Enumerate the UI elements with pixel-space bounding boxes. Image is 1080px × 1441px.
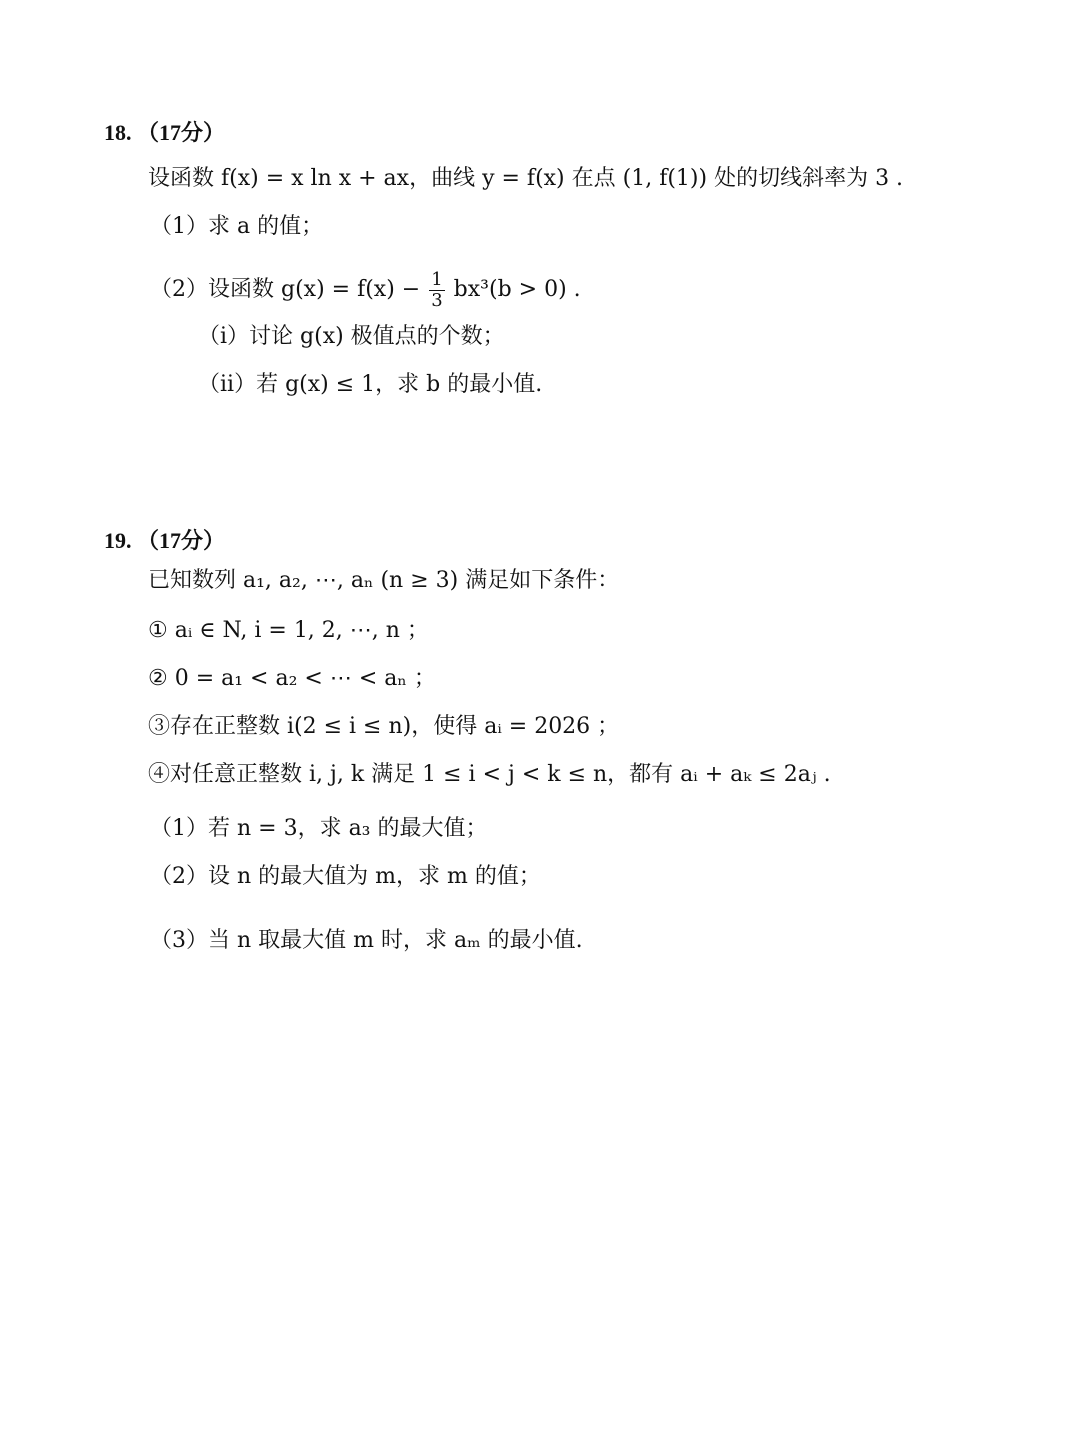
q18-part2-fraction <box>429 270 444 311</box>
q18-header: 18. （17分） <box>104 120 226 145</box>
q18-part2-i: （i）讨论 g(x) 极值点的个数； <box>198 324 505 349</box>
q19-stem: 已知数列 a₁, a₂, ⋯, aₙ (n ≥ 3) 满足如下条件： <box>148 568 620 593</box>
q18-part2-text: （2）设函数 g(x) = f(x) − <box>150 277 421 302</box>
q18-stem: 设函数 f(x) = x ln x + ax，曲线 y = f(x) 在点 (1, f(1)) 处的切线斜率为 3 . <box>148 166 904 191</box>
fraction-numerator: 1 <box>431 268 443 290</box>
q19-part3: （3）当 n 取最大值 m 时，求 aₘ 的最小值. <box>150 928 583 953</box>
q19-part2: （2）设 n 的最大值为 m，求 m 的值； <box>150 864 541 889</box>
q19-header: 19. （17分） <box>104 528 226 553</box>
q19-condition-3: ③存在正整数 i(2 ≤ i ≤ n)，使得 aᵢ = 2026 ； <box>148 714 620 739</box>
q18-part2-tail: bx³(b > 0) . <box>453 277 581 302</box>
q19-condition-4: ④对任意正整数 i, j, k 满足 1 ≤ i < j < k ≤ n，都有 aᵢ + aₖ ≤ 2aⱼ . <box>148 762 831 787</box>
q19-condition-1: ① aᵢ ∈ N, i = 1, 2, ⋯, n ； <box>148 618 429 643</box>
fraction-denominator: 3 <box>431 289 443 311</box>
q18-part2 <box>150 268 581 312</box>
q18-part1: （1）求 a 的值； <box>150 214 324 239</box>
q18-part2-ii: （ii）若 g(x) ≤ 1，求 b 的最小值. <box>198 372 543 397</box>
q19-condition-2: ② 0 = a₁ < a₂ < ⋯ < aₙ ； <box>148 666 436 691</box>
q19-part1: （1）若 n = 3，求 a₃ 的最大值； <box>150 816 488 841</box>
